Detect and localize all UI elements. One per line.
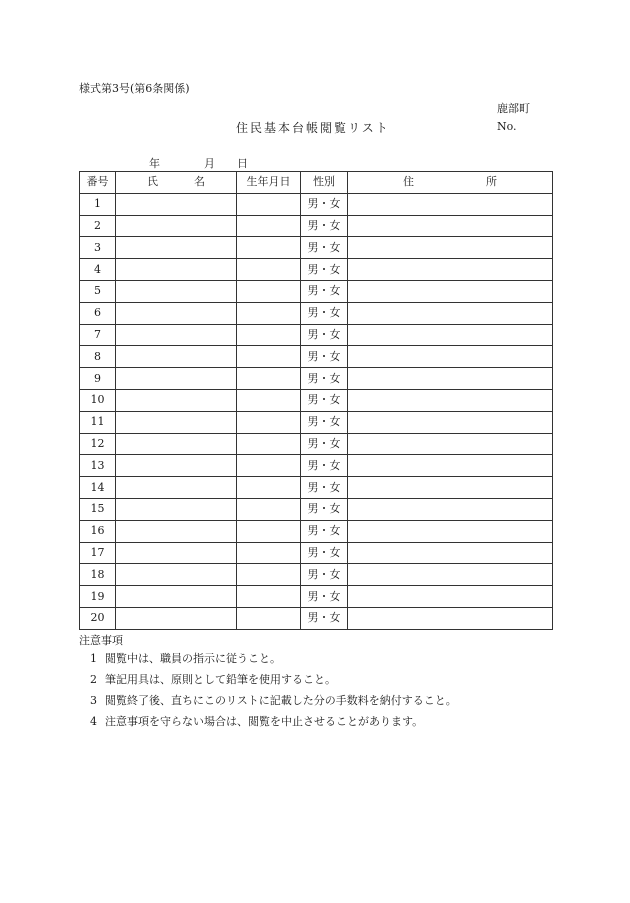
table-row (80, 193, 553, 215)
header-name-surname: 氏 (147, 175, 158, 189)
page-title: 住民基本台帳閲覧リスト (236, 121, 390, 135)
note-text: 閲覧中は、職員の指示に従うこと。 (105, 652, 281, 665)
table-row (80, 346, 553, 368)
table-row (80, 607, 553, 629)
row-number: 15 (80, 498, 116, 520)
name-cell (116, 302, 237, 324)
dob-cell (237, 477, 301, 499)
header-number: 番号 (80, 172, 116, 194)
address-cell (348, 302, 553, 324)
name-cell (116, 193, 237, 215)
note-item (90, 652, 457, 673)
name-cell (116, 520, 237, 542)
table-row (80, 302, 553, 324)
row-number: 17 (80, 542, 116, 564)
note-number: 1 (90, 652, 97, 665)
row-number: 9 (80, 368, 116, 390)
row-number: 11 (80, 411, 116, 433)
sex-cell: 男・女 (301, 302, 348, 324)
table-row (80, 520, 553, 542)
sex-cell: 男・女 (301, 237, 348, 259)
sex-cell: 男・女 (301, 389, 348, 411)
dob-cell (237, 520, 301, 542)
day-label: 日 (237, 157, 248, 170)
address-cell (348, 564, 553, 586)
address-cell (348, 520, 553, 542)
address-cell (348, 477, 553, 499)
note-number: 2 (90, 673, 97, 686)
dob-cell (237, 280, 301, 302)
note-text: 注意事項を守らない場合は、閲覧を中止させることがあります。 (105, 715, 424, 728)
address-cell (348, 455, 553, 477)
notes-heading: 注意事項 (79, 634, 123, 647)
dob-cell (237, 389, 301, 411)
address-cell (348, 586, 553, 608)
dob-cell (237, 259, 301, 281)
row-number: 10 (80, 389, 116, 411)
row-number: 4 (80, 259, 116, 281)
name-cell (116, 542, 237, 564)
table-row (80, 259, 553, 281)
name-cell (116, 607, 237, 629)
address-cell (348, 215, 553, 237)
row-number: 5 (80, 280, 116, 302)
dob-cell (237, 455, 301, 477)
name-cell (116, 280, 237, 302)
address-cell (348, 607, 553, 629)
dob-cell (237, 411, 301, 433)
sex-cell: 男・女 (301, 346, 348, 368)
name-cell (116, 586, 237, 608)
dob-cell (237, 237, 301, 259)
table-row (80, 237, 553, 259)
form-number: 様式第3号(第6条関係) (79, 82, 190, 95)
sex-cell: 男・女 (301, 280, 348, 302)
table-header-row (80, 172, 553, 194)
table-row (80, 586, 553, 608)
row-number: 19 (80, 586, 116, 608)
document-number-label: No. (497, 120, 517, 133)
name-cell (116, 564, 237, 586)
row-number: 8 (80, 346, 116, 368)
month-label: 月 (204, 157, 215, 170)
dob-cell (237, 586, 301, 608)
address-cell (348, 389, 553, 411)
header-address-a: 住 (403, 175, 414, 189)
header-sex: 性別 (301, 172, 348, 194)
sex-cell: 男・女 (301, 193, 348, 215)
header-address-b: 所 (486, 175, 497, 189)
sex-cell: 男・女 (301, 564, 348, 586)
row-number: 7 (80, 324, 116, 346)
header-address (348, 172, 553, 194)
table-row (80, 542, 553, 564)
note-item (90, 673, 457, 694)
address-cell (348, 498, 553, 520)
table-row (80, 368, 553, 390)
name-cell (116, 368, 237, 390)
sex-cell: 男・女 (301, 259, 348, 281)
header-name (116, 172, 237, 194)
sex-cell: 男・女 (301, 433, 348, 455)
address-cell (348, 324, 553, 346)
dob-cell (237, 542, 301, 564)
viewing-list-table (79, 171, 553, 630)
address-cell (348, 411, 553, 433)
table-row (80, 411, 553, 433)
note-item (90, 715, 457, 736)
row-number: 6 (80, 302, 116, 324)
table-row (80, 389, 553, 411)
name-cell (116, 346, 237, 368)
row-number: 20 (80, 607, 116, 629)
name-cell (116, 433, 237, 455)
name-cell (116, 455, 237, 477)
address-cell (348, 237, 553, 259)
address-cell (348, 280, 553, 302)
sex-cell: 男・女 (301, 542, 348, 564)
dob-cell (237, 498, 301, 520)
note-number: 3 (90, 694, 97, 707)
header-date-of-birth: 生年月日 (237, 172, 301, 194)
row-number: 2 (80, 215, 116, 237)
row-number: 3 (80, 237, 116, 259)
sex-cell: 男・女 (301, 498, 348, 520)
note-number: 4 (90, 715, 97, 728)
table-row (80, 564, 553, 586)
dob-cell (237, 607, 301, 629)
note-text: 閲覧終了後、直ちにこのリストに記載した分の手数料を納付すること。 (105, 694, 457, 707)
date-line (149, 155, 248, 171)
dob-cell (237, 302, 301, 324)
sex-cell: 男・女 (301, 411, 348, 433)
sex-cell: 男・女 (301, 586, 348, 608)
sex-cell: 男・女 (301, 520, 348, 542)
row-number: 12 (80, 433, 116, 455)
header-name-given: 名 (194, 175, 205, 189)
address-cell (348, 193, 553, 215)
dob-cell (237, 215, 301, 237)
sex-cell: 男・女 (301, 368, 348, 390)
table-row (80, 433, 553, 455)
sex-cell: 男・女 (301, 455, 348, 477)
dob-cell (237, 433, 301, 455)
name-cell (116, 411, 237, 433)
name-cell (116, 324, 237, 346)
address-cell (348, 542, 553, 564)
name-cell (116, 237, 237, 259)
name-cell (116, 389, 237, 411)
sex-cell: 男・女 (301, 215, 348, 237)
table-row (80, 455, 553, 477)
note-text: 筆記用具は、原則として鉛筆を使用すること。 (105, 673, 336, 686)
sex-cell: 男・女 (301, 477, 348, 499)
address-cell (348, 346, 553, 368)
dob-cell (237, 368, 301, 390)
dob-cell (237, 324, 301, 346)
dob-cell (237, 193, 301, 215)
name-cell (116, 259, 237, 281)
row-number: 18 (80, 564, 116, 586)
name-cell (116, 498, 237, 520)
sex-cell: 男・女 (301, 607, 348, 629)
town-name: 鹿部町 (497, 102, 530, 115)
row-number: 13 (80, 455, 116, 477)
row-number: 14 (80, 477, 116, 499)
sex-cell: 男・女 (301, 324, 348, 346)
table-row (80, 324, 553, 346)
address-cell (348, 259, 553, 281)
table-row (80, 215, 553, 237)
address-cell (348, 433, 553, 455)
dob-cell (237, 564, 301, 586)
row-number: 16 (80, 520, 116, 542)
note-item (90, 694, 457, 715)
table-row (80, 280, 553, 302)
row-number: 1 (80, 193, 116, 215)
table-row (80, 477, 553, 499)
year-label: 年 (149, 157, 160, 170)
name-cell (116, 477, 237, 499)
notes-list (90, 652, 457, 736)
name-cell (116, 215, 237, 237)
dob-cell (237, 346, 301, 368)
address-cell (348, 368, 553, 390)
table-row (80, 498, 553, 520)
